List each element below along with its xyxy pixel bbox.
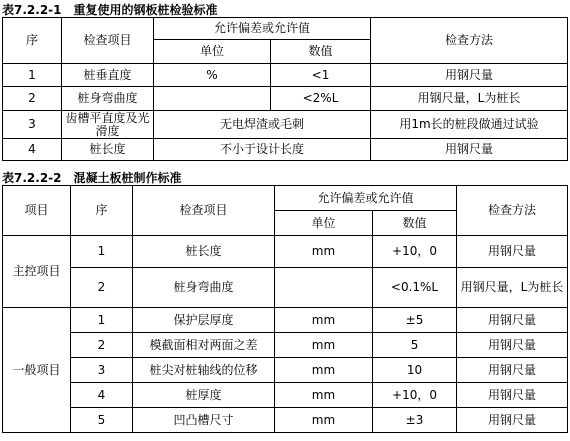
t1-unit	[154, 87, 271, 111]
t2-value: ±5	[373, 308, 457, 333]
t2-seq: 4	[71, 383, 133, 408]
table-row	[3, 236, 568, 268]
t2-seq: 2	[71, 268, 133, 308]
t2-value: ±3	[373, 408, 457, 433]
table-row	[3, 308, 568, 333]
t1-header-item: 检查项目	[62, 18, 154, 64]
t2-unit: mm	[275, 333, 373, 358]
t1-item: 齿槽平直度及光滑度	[62, 111, 154, 139]
t1-seq: 3	[3, 111, 62, 139]
table-row	[3, 333, 568, 358]
t1-method: 用1m长的桩段做通过试验	[371, 111, 568, 139]
table-row	[3, 268, 568, 308]
t2-header-unit: 单位	[275, 211, 373, 236]
table-row	[3, 64, 568, 87]
t1-seq: 2	[3, 87, 62, 111]
t1-header-method: 检查方法	[371, 18, 568, 64]
t1-seq: 4	[3, 139, 62, 161]
t1-method: 用钢尺量，L为桩长	[371, 87, 568, 111]
t2-item: 凹凸槽尺寸	[133, 408, 275, 433]
t1-item: 桩身弯曲度	[62, 87, 154, 111]
t2-method: 用钢尺量	[457, 358, 568, 383]
t1-header-seq: 序	[3, 18, 62, 64]
t2-item: 桩长度	[133, 236, 275, 268]
t2-method: 用钢尺量	[457, 308, 568, 333]
t2-item: 桩身弯曲度	[133, 268, 275, 308]
t1-unit: %	[154, 64, 271, 87]
table-row	[3, 87, 568, 111]
t2-header-item: 检查项目	[133, 186, 275, 236]
t2-unit: mm	[275, 383, 373, 408]
t2-group-main-control: 主控项目	[3, 236, 71, 308]
t2-method: 用钢尺量	[457, 383, 568, 408]
t2-method: 用钢尺量	[457, 408, 568, 433]
concrete-sheet-pile-table	[2, 185, 568, 433]
t2-item: 桩厚度	[133, 383, 275, 408]
t2-seq: 1	[71, 308, 133, 333]
table2-caption-id: 表7.2.2-2	[2, 171, 62, 185]
t2-value: 5	[373, 333, 457, 358]
t1-item: 桩垂直度	[62, 64, 154, 87]
t2-unit: mm	[275, 408, 373, 433]
t2-value: +10，0	[373, 383, 457, 408]
t1-seq: 1	[3, 64, 62, 87]
table-row	[3, 408, 568, 433]
t2-header-category: 项目	[3, 186, 71, 236]
t1-header-allowed: 允许偏差或允许值	[154, 18, 371, 40]
t2-method: 用钢尺量，L为桩长	[457, 268, 568, 308]
t1-item: 桩长度	[62, 139, 154, 161]
t2-header-method: 检查方法	[457, 186, 568, 236]
t2-method: 用钢尺量	[457, 333, 568, 358]
t2-value: 10	[373, 358, 457, 383]
table-row	[3, 139, 568, 161]
t1-method: 用钢尺量	[371, 64, 568, 87]
t2-unit	[275, 268, 373, 308]
table-row	[3, 383, 568, 408]
t2-seq: 3	[71, 358, 133, 383]
t2-group-general: 一般项目	[3, 308, 71, 433]
table2-caption-title: 混凝土板桩制作标准	[73, 171, 182, 185]
table-row	[3, 358, 568, 383]
table2-caption	[2, 169, 194, 186]
steel-sheet-pile-table	[2, 17, 568, 161]
t2-item: 桩尖对桩轴线的位移	[133, 358, 275, 383]
t2-seq: 5	[71, 408, 133, 433]
t2-item: 模截面相对两面之差	[133, 333, 275, 358]
table1-caption-title: 重复使用的钢板桩检验标准	[73, 3, 218, 17]
t1-merged-requirement: 不小于设计长度	[154, 139, 371, 161]
t2-value: +10，0	[373, 236, 457, 268]
table1-caption	[2, 1, 230, 18]
t1-header-unit: 单位	[154, 40, 271, 64]
t2-header-seq: 序	[71, 186, 133, 236]
t1-merged-requirement: 无电焊渣或毛刺	[154, 111, 371, 139]
t2-header-value: 数值	[373, 211, 457, 236]
t2-unit: mm	[275, 308, 373, 333]
table-row	[3, 111, 568, 139]
table1-caption-id: 表7.2.2-1	[2, 3, 62, 17]
t1-value: <1	[271, 64, 371, 87]
t2-unit: mm	[275, 236, 373, 268]
t1-header-value: 数值	[271, 40, 371, 64]
t2-seq: 1	[71, 236, 133, 268]
t2-seq: 2	[71, 333, 133, 358]
t2-header-allowed: 允许偏差或允许值	[275, 186, 457, 211]
t1-value: <2%L	[271, 87, 371, 111]
t2-method: 用钢尺量	[457, 236, 568, 268]
t2-value: <0.1%L	[373, 268, 457, 308]
t2-unit: mm	[275, 358, 373, 383]
t1-method: 用钢尺量	[371, 139, 568, 161]
t2-item: 保护层厚度	[133, 308, 275, 333]
